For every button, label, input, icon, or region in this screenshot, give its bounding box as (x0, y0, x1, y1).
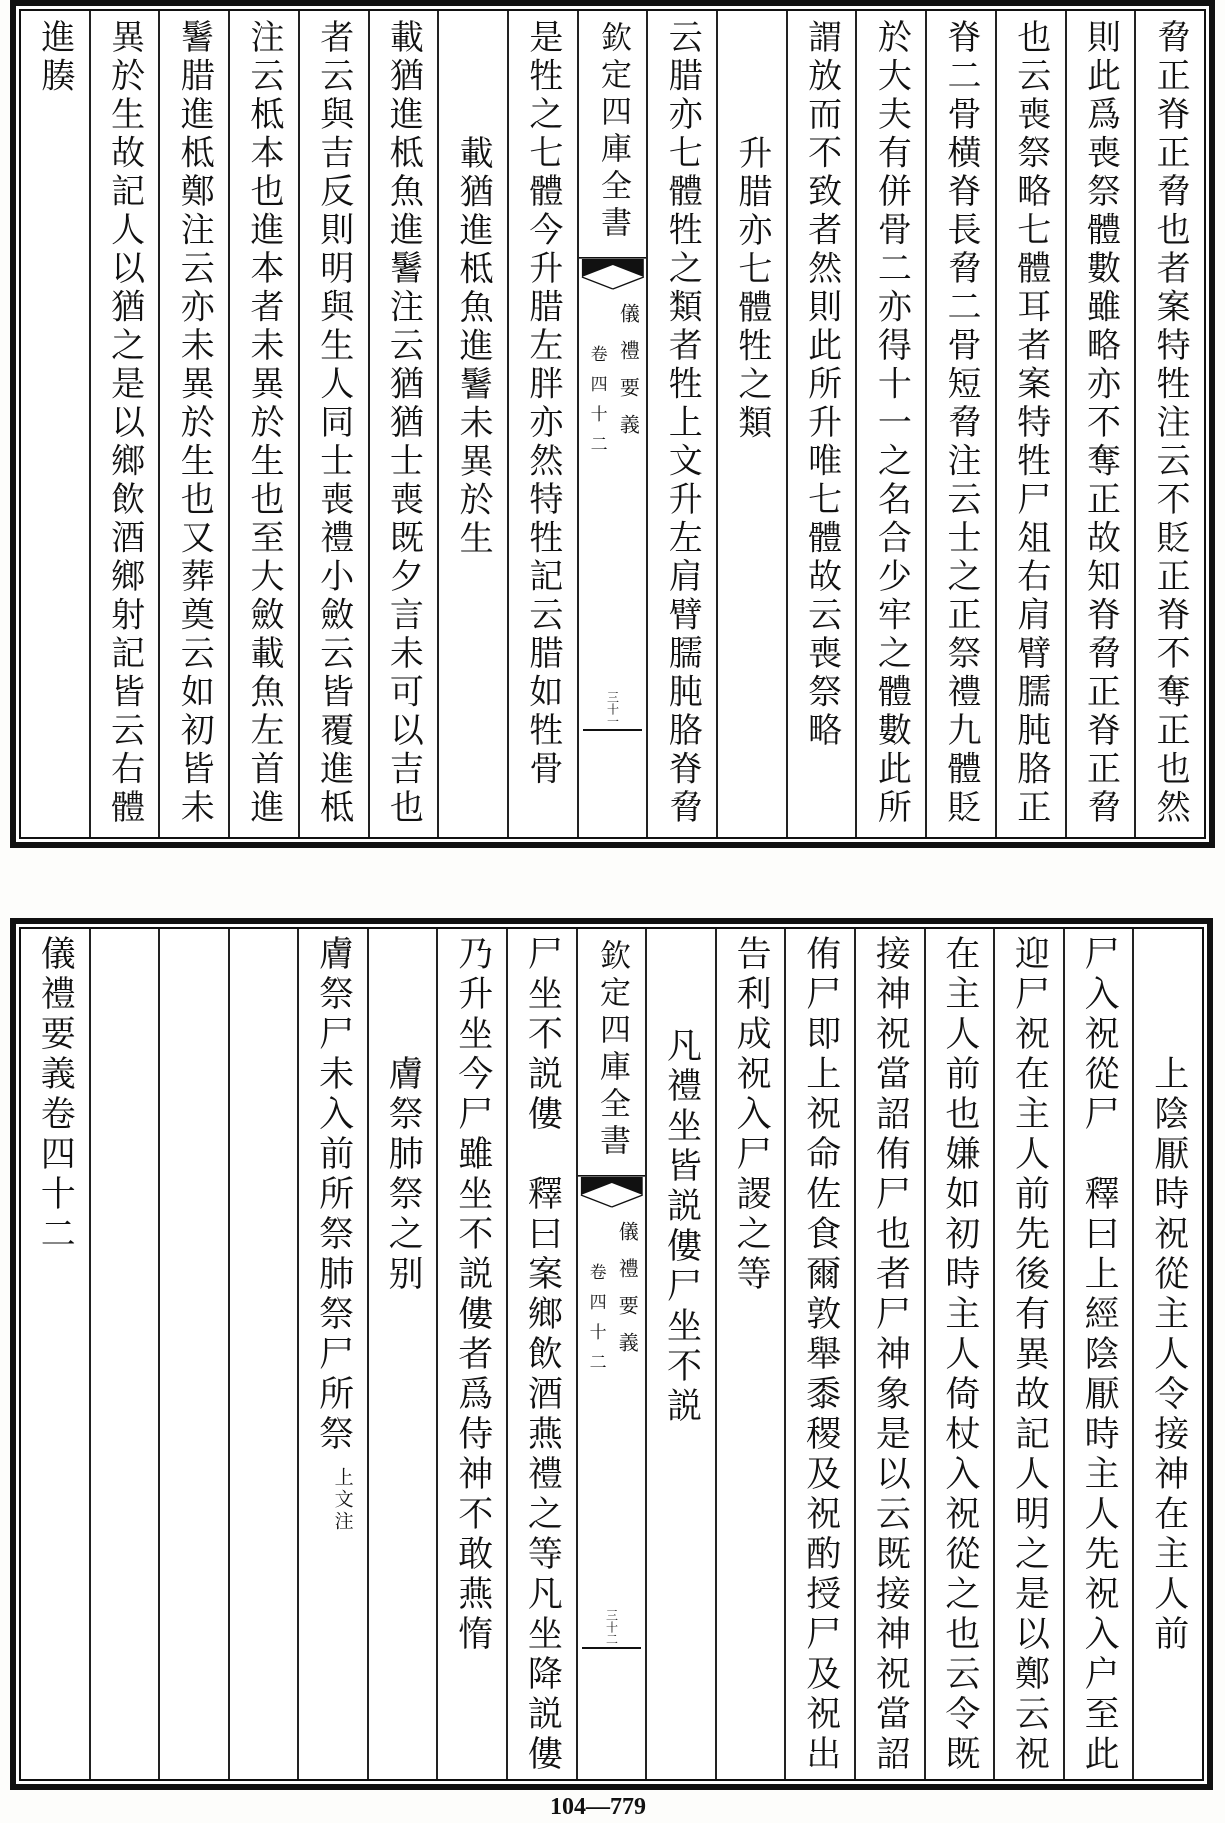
heading-column (437, 11, 507, 837)
fold-book-title: 儀禮要義 (615, 1221, 640, 1369)
column-text: 則此爲喪祭體數雖略亦不奪正故知脊脅正脊正脅 (1080, 19, 1121, 828)
column-text: 於大夫有併骨二亦得十一之名合少牢之體數此所 (871, 19, 912, 828)
column-text: 尸坐不説僂 釋曰案鄉飲酒燕禮之等凡坐降説僂 (522, 935, 563, 1775)
column-text: 侑尸即上祝命佐食爾敦舉黍稷及祝酌授尸及祝出 (800, 935, 841, 1775)
fold-series-title: 欽定四庫全書 (593, 939, 630, 1161)
fold-book-title: 儀禮要義 (616, 303, 641, 451)
heading-text: 上陰厭時祝從主人令接神在主人前 (1148, 1055, 1189, 1655)
empty-column (228, 929, 298, 1779)
heading-text: 升腊亦七體牲之類 (731, 135, 772, 443)
column-text: 乃升坐今尸雖坐不説僂者爲侍神不敢燕惰 (452, 935, 493, 1655)
fish-tail-mark (578, 1175, 646, 1209)
column-text: 載猶進柢魚進鬐注云猶猶士喪既夕言未可以吉也 (383, 19, 424, 828)
text-column (368, 11, 438, 837)
text-column (995, 11, 1065, 837)
empty-column (158, 929, 228, 1779)
top-leaf (10, 0, 1215, 848)
fold-volume-label: 卷四十二 (585, 1263, 606, 1383)
text-column (855, 11, 925, 837)
text-column (506, 929, 576, 1779)
text-column (21, 11, 89, 837)
center-fold (576, 929, 646, 1779)
double-border-frame (19, 9, 1206, 839)
heading-text: 膚祭肺祭之别 (383, 1055, 424, 1295)
text-column (786, 11, 856, 837)
bottom-leaf (10, 918, 1213, 1790)
column-text: 迎尸祝在主人前先後有異故記人明之是以鄭云祝 (1009, 935, 1050, 1775)
fold-leaf-number: 三十二 (604, 1609, 619, 1645)
fish-tail-mark (579, 257, 647, 291)
text-column (993, 929, 1063, 1779)
text-column (507, 11, 577, 837)
center-fold (577, 11, 647, 837)
reprint-page-number: 104—779 (550, 1794, 646, 1820)
column-text: 異於生故記人以猶之是以鄉飲酒鄉射記皆云右體 (104, 19, 145, 828)
column-grid (21, 11, 1204, 837)
column-text: 脊二骨横脊長脅二骨短脅注云士之正祭禮九體貶 (941, 19, 982, 828)
text-column (646, 11, 716, 837)
double-border-frame (19, 927, 1204, 1781)
column-text: 者云與吉反則明與生人同士喪禮小斂云皆覆進柢 (313, 19, 354, 828)
fold-leaf-number: 三十一 (605, 691, 620, 727)
column-grid (21, 929, 1202, 1779)
column-text: 是牲之七體今升腊左胖亦然特牲記云腊如牲骨 (522, 19, 563, 789)
text-column (436, 929, 506, 1779)
column-text: 脅正脊正脅也者案特牲注云不貶正脊不奪正也然 (1150, 19, 1191, 828)
text-column (854, 929, 924, 1779)
heading-text: 載猶進柢魚進鬐未異於生 (453, 135, 494, 559)
text-column (297, 929, 367, 1779)
empty-column (89, 929, 159, 1779)
column-text: 謂放而不致者然則此所升唯七體故云喪祭略 (801, 19, 842, 751)
heading-column (367, 929, 437, 1779)
text-column (715, 929, 785, 1779)
fold-series-title: 欽定四庫全書 (595, 21, 632, 243)
column-text: 接神祝當詔侑尸也者尸神象是以云既接神祝當詔 (870, 935, 911, 1775)
text-column (1063, 929, 1133, 1779)
text-column (158, 11, 228, 837)
text-column (228, 11, 298, 837)
column-text: 鬐腊進柢鄭注云亦未異於生也又葬奠云如初皆未 (174, 19, 215, 828)
text-column (1134, 11, 1204, 837)
column-text: 在主人前也嫌如初時主人倚杖入祝從之也云令既 (939, 935, 980, 1775)
text-column (1065, 11, 1135, 837)
text-column (924, 929, 994, 1779)
column-text: 云腊亦七體牲之類者牲上文升左肩臂臑肫胳脊脅 (662, 19, 703, 828)
heading-column (716, 11, 786, 837)
column-text: 也云喪祭略七體耳者案特牲尸俎右肩臂臑肫胳正 (1010, 19, 1051, 828)
fold-volume-label: 卷四十二 (586, 345, 607, 465)
text-column (925, 11, 995, 837)
heading-text: 凡禮坐皆説僂尸坐不説 (661, 1027, 702, 1427)
heading-column (645, 929, 715, 1779)
column-text: 進腠 (34, 19, 75, 96)
text-column (298, 11, 368, 837)
column-main-text: 膚祭尸未入前所祭肺祭尸所祭 (313, 935, 354, 1455)
column-text: 注云柢本也進本者未異於生也至大斂載魚左首進 (244, 19, 284, 828)
column-text: 尸入祝從尸 釋曰上經陰厭時主人先祝入户至此 (1079, 935, 1120, 1775)
fold-rule (582, 1647, 642, 1649)
heading-column (1132, 929, 1202, 1779)
end-title-column (21, 929, 89, 1779)
column-text (313, 935, 354, 1533)
text-column (89, 11, 159, 837)
text-column (784, 929, 854, 1779)
inline-annotation: 上文注 (331, 1467, 354, 1533)
column-text: 告利成祝入尸謖之等 (731, 935, 772, 1295)
fold-rule (583, 729, 643, 731)
end-title: 儀禮要義卷四十二 (35, 935, 76, 1255)
